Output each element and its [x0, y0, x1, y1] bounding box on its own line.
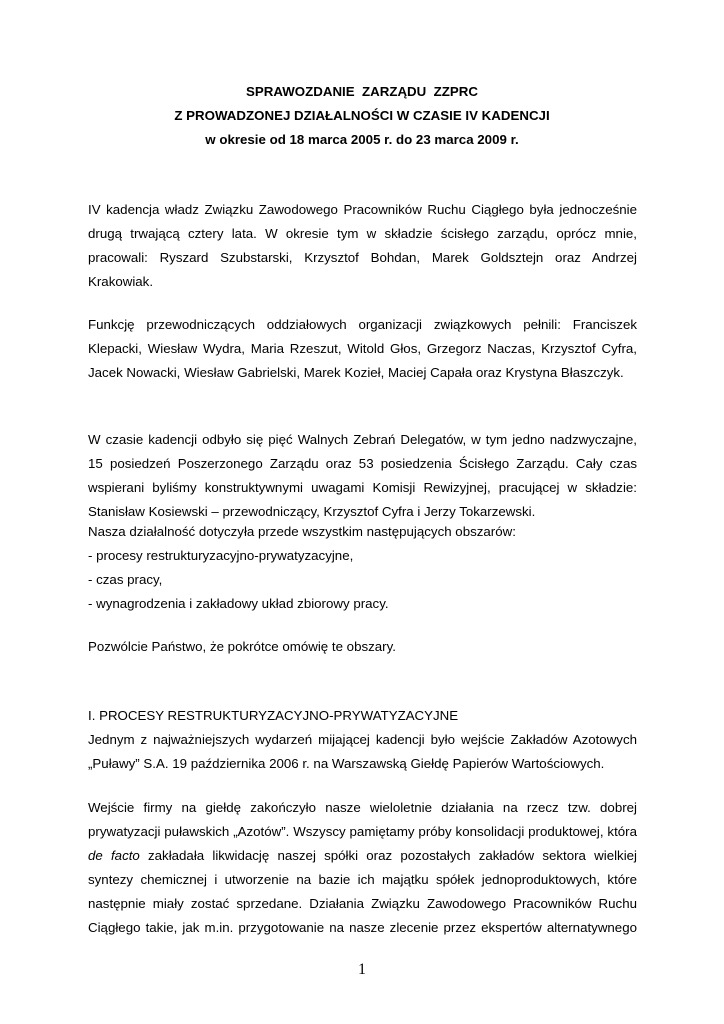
list-item: - wynagrodzenia i zakładowy układ zbiorowy pracy.: [88, 596, 389, 611]
paragraph-activity-areas: [88, 520, 637, 616]
text-line: Pozwólcie Państwo, że pokrótce omówię te obszary.: [88, 639, 396, 654]
text-line: [88, 844, 637, 868]
text-line: „Puławy” S.A. 19 października 2006 r. na Warszawską Giełdę Papierów Wartościowych.: [88, 756, 605, 771]
paragraph-stock-exchange: [88, 796, 637, 940]
paragraph-branch-chairs: [88, 313, 637, 385]
section-heading: I. PROCESY RESTRUKTURYZACYJNO-PRYWATYZACYJNE: [88, 708, 459, 723]
text-line: drugą trwającą cztery lata. W okresie tym w składzie ścisłego zarządu, oprócz mnie,: [88, 226, 637, 241]
text-line: następnie miały zostać sprzedane. Działania Związku Zawodowego Pracowników Ruchu: [88, 896, 637, 911]
section-privatization: [88, 704, 637, 776]
text-line: Krakowiak.: [88, 274, 154, 289]
list-item: - czas pracy,: [88, 572, 163, 587]
title-line-3: w okresie od 18 marca 2005 r. do 23 marca 2009 r.: [205, 132, 519, 147]
list-item: - procesy restrukturyzacyjno-prywatyzacyjne,: [88, 548, 354, 563]
text-line: Nasza działalność dotyczyła przede wszystkim następujących obszarów:: [88, 524, 516, 539]
text-line: Jednym z najważniejszych wydarzeń mijającej kadencji było wejście Zakładów Azotowych: [88, 732, 637, 747]
text-line: pracowali: Ryszard Szubstarski, Krzysztof Bohdan, Marek Goldsztejn oraz Andrzej: [88, 250, 637, 265]
text-line: 15 posiedzeń Poszerzonego Zarządu oraz 53 posiedzenia Ścisłego Zarządu. Cały czas: [88, 456, 637, 471]
text-line: Funkcję przewodniczących oddziałowych organizacji związkowych pełnili: Franciszek: [88, 317, 637, 332]
text-line: syntezy chemicznej i utworzenie na bazie ich majątku spółek jednoproduktowych, które: [88, 872, 637, 887]
page-number: 1: [358, 961, 366, 978]
text-line: W czasie kadencji odbyło się pięć Walnych Zebrań Delegatów, w tym jedno nadzwyczajne,: [88, 432, 637, 447]
title-line-1: SPRAWOZDANIE ZARZĄDU ZZPRC: [246, 84, 478, 99]
title-line-2: Z PROWADZONEJ DZIAŁALNOŚCI W CZASIE IV KADENCJI: [174, 108, 550, 123]
text-fragment: zakładała likwidację naszej spółki oraz pozostałych zakładów sektora wielkiej: [139, 848, 637, 863]
paragraph-board-composition: [88, 198, 637, 294]
text-line: Jacek Nowacki, Wiesław Gabrielski, Marek Kozieł, Maciej Capała oraz Krystyna Błaszczyk.: [88, 365, 624, 380]
text-line: Ciągłego takie, jak m.in. przygotowanie na nasze zlecenie przez ekspertów alternatywnego: [88, 920, 637, 935]
document-title: [88, 80, 636, 152]
italic-term: de facto: [88, 848, 140, 863]
text-line: wspierani byliśmy konstruktywnymi uwagami Komisji Rewizyjnej, pracującej w składzie:: [88, 480, 637, 495]
text-line: Wejście firmy na giełdę zakończyło nasze wieloletnie działania na rzecz tzw. dobrej: [88, 800, 637, 815]
text-line: IV kadencja władz Związku Zawodowego Pracowników Ruchu Ciągłego była jednocześnie: [88, 202, 637, 217]
text-line: prywatyzacji puławskich „Azotów”. Wszyscy pamiętamy próby konsolidacji produktowej, która: [88, 824, 637, 839]
text-line: Stanisław Kosiewski – przewodniczący, Krzysztof Cyfra i Jerzy Tokarzewski.: [88, 504, 536, 519]
paragraph-meetings: [88, 428, 637, 524]
paragraph-transition: [88, 635, 637, 659]
text-line: Klepacki, Wiesław Wydra, Maria Rzeszut, Witold Głos, Grzegorz Naczas, Krzysztof Cyfra,: [88, 341, 637, 356]
